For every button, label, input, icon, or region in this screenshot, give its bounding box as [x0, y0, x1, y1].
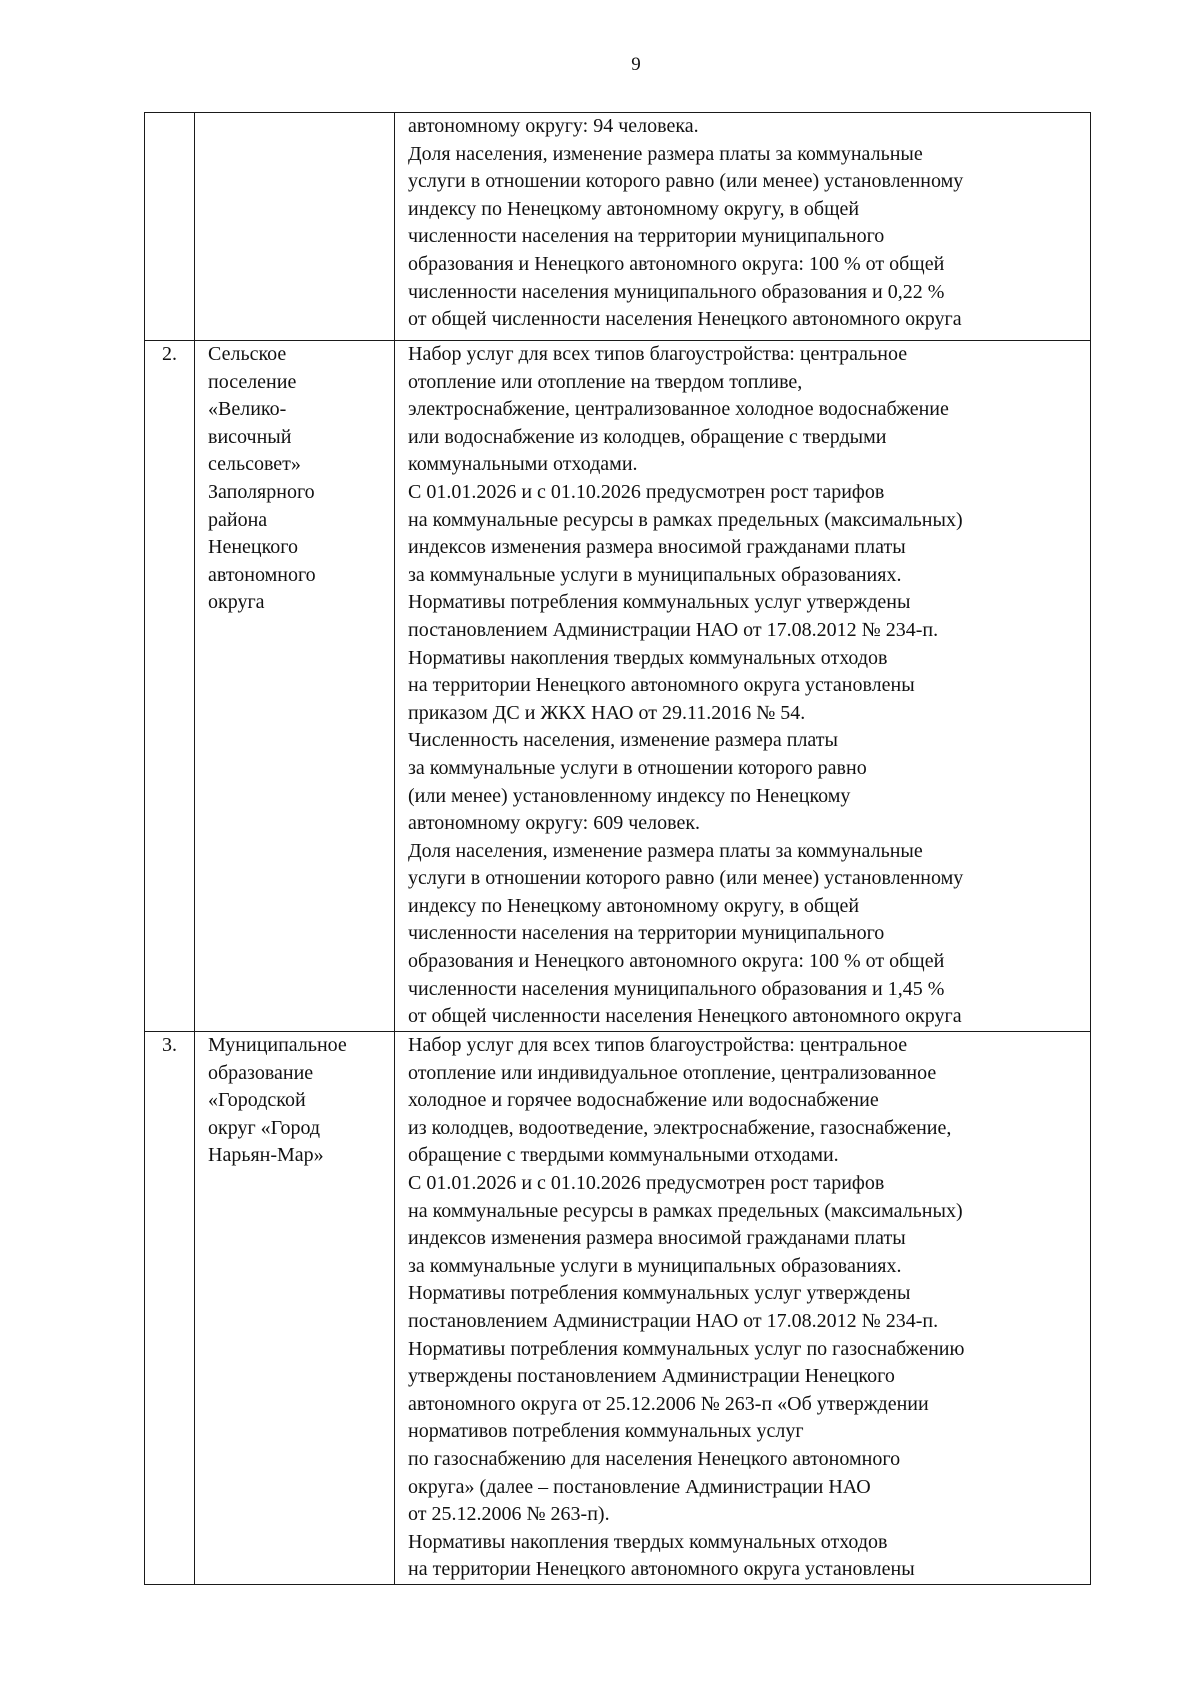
text-line: Нормативы потребления коммунальных услуг утверждены [408, 1282, 911, 1305]
text-line: обращение с твердыми коммунальными отходами. [408, 1144, 839, 1167]
text-line: от общей численности населения Ненецкого автономного округа [408, 308, 962, 331]
text-line: Доля населения, изменение размера платы за коммунальные [408, 839, 923, 862]
text-line: на территории Ненецкого автономного округа установлены [408, 1558, 915, 1581]
text-line: из колодцев, водоотведение, электроснабжение, газоснабжение, [408, 1116, 952, 1139]
text-line: услуги в отношении которого равно (или менее) установленному [408, 867, 964, 890]
text-line: за коммунальные услуги в отношении которого равно [408, 756, 867, 779]
text-line: Нарьян-Мар» [208, 1144, 324, 1167]
description-cell [395, 1032, 1091, 1585]
text-line: С 01.01.2026 и с 01.10.2026 предусмотрен рост тарифов [408, 480, 885, 503]
text-line: Заполярного [208, 480, 315, 503]
text-line: на территории Ненецкого автономного округа установлены [408, 674, 915, 697]
text-line: Нормативы накопления твердых коммунальных отходов [408, 1530, 888, 1553]
text-line: автономному округу: 94 человека. [408, 115, 699, 137]
text-line: индексу по Ненецкому автономному округу, в общей [408, 894, 860, 917]
text-line: Набор услуг для всех типов благоустройства: центральное [408, 343, 908, 365]
text-line: численности населения муниципального образования и 0,22 % [408, 280, 945, 303]
row-number-cell: 3. [145, 1032, 195, 1585]
text-line: индексу по Ненецкому автономному округу, в общей [408, 197, 860, 220]
text-line: индексов изменения размера вносимой гражданами платы [408, 536, 906, 559]
text-line: численности населения муниципального образования и 1,45 % [408, 977, 945, 1000]
text-line: услуги в отношении которого равно (или менее) установленному [408, 170, 964, 193]
table-row [145, 113, 1091, 341]
text-line: холодное и горячее водоснабжение или водоснабжение [408, 1089, 879, 1112]
description-cell [395, 341, 1091, 1032]
municipality-name-cell [195, 341, 395, 1032]
text-line: утверждены постановлением Администрации Ненецкого [408, 1365, 895, 1388]
text-line: индексов изменения размера вносимой гражданами платы [408, 1227, 906, 1250]
text-line: от общей численности населения Ненецкого автономного округа [408, 1005, 962, 1028]
text-line: постановлением Администрации НАО от 17.08.2012 № 234-п. [408, 1309, 939, 1332]
text-line: на коммунальные ресурсы в рамках предельных (максимальных) [408, 1199, 963, 1222]
municipality-name-cell [195, 1032, 395, 1585]
text-line: автономному округу: 609 человек. [408, 812, 701, 835]
text-line: Набор услуг для всех типов благоустройства: центральное [408, 1034, 908, 1056]
row-number-cell [145, 113, 195, 341]
text-line: по газоснабжению для населения Ненецкого автономного [408, 1447, 901, 1470]
text-line: Муниципальное [208, 1034, 347, 1056]
text-line: височный [208, 425, 292, 448]
text-line: постановлением Администрации НАО от 17.08.2012 № 234-п. [408, 618, 939, 641]
text-line: автономного [208, 563, 316, 586]
text-line: электроснабжение, централизованное холодное водоснабжение [408, 398, 949, 421]
text-line: или водоснабжение из колодцев, обращение с твердыми [408, 425, 887, 448]
text-line: «Городской [208, 1089, 306, 1112]
text-line: образование [208, 1061, 314, 1084]
text-line: от 25.12.2006 № 263-п). [408, 1503, 610, 1526]
text-line: (или менее) установленному индексу по Ненецкому [408, 784, 851, 807]
text-line: поселение [208, 370, 297, 393]
table-row [145, 1032, 1091, 1585]
text-line: Сельское [208, 343, 287, 365]
text-line: коммунальными отходами. [408, 453, 638, 476]
municipality-name-cell [195, 113, 395, 341]
row-number-cell: 2. [145, 341, 195, 1032]
text-line: округа [208, 591, 265, 614]
text-line: района [208, 508, 268, 531]
text-line: Численность населения, изменение размера платы [408, 729, 838, 752]
text-line: образования и Ненецкого автономного округа: 100 % от общей [408, 252, 945, 275]
text-line: отопление или отопление на твердом топливе, [408, 370, 803, 393]
document-table [144, 112, 1091, 1585]
text-line: приказом ДС и ЖКХ НАО от 29.11.2016 № 54. [408, 701, 806, 724]
text-line: образования и Ненецкого автономного округа: 100 % от общей [408, 950, 945, 973]
text-line: округ «Город [208, 1116, 321, 1139]
text-line: автономного округа от 25.12.2006 № 263-п «Об утверждении [408, 1392, 929, 1415]
text-line: численности населения на территории муниципального [408, 922, 885, 945]
text-line: сельсовет» [208, 453, 301, 476]
page-number: 9 [631, 54, 641, 75]
text-line: округа» (далее – постановление Администрации НАО [408, 1475, 871, 1498]
text-line: за коммунальные услуги в муниципальных образованиях. [408, 563, 902, 586]
text-line: на коммунальные ресурсы в рамках предельных (максимальных) [408, 508, 963, 531]
text-line: нормативов потребления коммунальных услуг [408, 1420, 804, 1443]
text-line: за коммунальные услуги в муниципальных образованиях. [408, 1254, 902, 1277]
text-line: Нормативы потребления коммунальных услуг по газоснабжению [408, 1337, 965, 1360]
text-line: численности населения на территории муниципального [408, 225, 885, 248]
text-line: Ненецкого [208, 536, 299, 559]
description-cell [395, 113, 1091, 341]
text-line: Нормативы накопления твердых коммунальных отходов [408, 646, 888, 669]
text-line: отопление или индивидуальное отопление, централизованное [408, 1061, 937, 1084]
text-line: «Велико- [208, 398, 287, 421]
text-line: Нормативы потребления коммунальных услуг утверждены [408, 591, 911, 614]
text-line: Доля населения, изменение размера платы за коммунальные [408, 142, 923, 165]
text-line: С 01.01.2026 и с 01.10.2026 предусмотрен рост тарифов [408, 1171, 885, 1194]
table-row [145, 341, 1091, 1032]
